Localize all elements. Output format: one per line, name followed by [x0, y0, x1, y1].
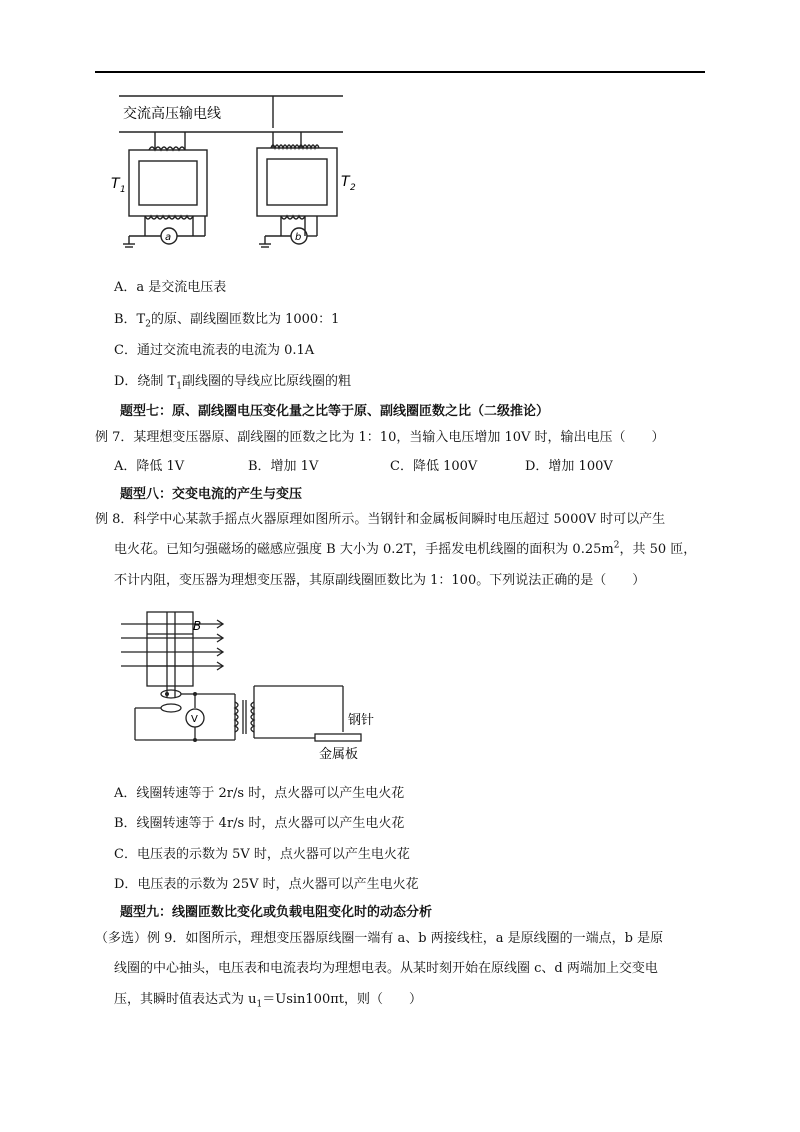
- q9-stem-line2: 线圈的中心抽头，电压表和电流表均为理想电表。从某时刻开始在原线圈 c、d 两端加上交变电: [114, 961, 658, 976]
- q7-option-d: D．增加 100V: [525, 459, 613, 474]
- svg-text:1: 1: [120, 185, 126, 195]
- t1-core: [129, 150, 207, 216]
- q8-option-b: B．线圈转速等于 4r/s 时，点火器可以产生电火花: [114, 816, 405, 831]
- meter-a-label: a: [165, 232, 172, 243]
- q8-option-a: A．线圈转速等于 2r/s 时，点火器可以产生电火花: [114, 786, 405, 801]
- q6-option-c: C．通过交流电流表的电流为 0.1A: [114, 343, 315, 358]
- q8-option-d: D．电压表的示数为 25V 时，点火器可以产生电火花: [114, 877, 419, 892]
- q9-stem-line1: （多选）例 9．如图所示，理想变压器原线圈一端有 a、b 两接线柱，a 是原线圈的一端点，b 是原: [95, 931, 664, 946]
- q8-stem-line1: 例 8．科学中心某款手摇点火器原理如图所示。当钢针和金属板间瞬时电压超过 5000V 时可以产生: [95, 512, 666, 527]
- q8-stem-line3: 不计内阻，变压器为理想变压器，其原副线圈匝数比为 1：100。下列说法正确的是（ ）: [114, 573, 646, 588]
- field-label-b: B: [193, 619, 202, 633]
- type9-heading: 题型九：线圈匝数比变化或负载电阻变化时的动态分析: [120, 905, 433, 920]
- type7-heading: 题型七：原、副线圈电压变化量之比等于原、副线圈匝数之比（二级推论）: [120, 404, 550, 419]
- q8-option-c: C．电压表的示数为 5V 时，点火器可以产生电火花: [114, 847, 410, 862]
- q7-option-a: A．降低 1V: [114, 459, 185, 474]
- t1-label: T: [111, 176, 120, 192]
- metal-plate: [315, 734, 361, 741]
- igniter-figure: [115, 608, 405, 768]
- q7-option-c: C．降低 100V: [390, 459, 478, 474]
- svg-text:2: 2: [350, 183, 356, 193]
- magnetic-field-arrows: [121, 620, 223, 670]
- q7-stem: 例 7．某理想变压器原、副线圈的匝数之比为 1：10，当输入电压增加 10V 时，输出电压（ ）: [95, 430, 665, 445]
- q7-option-b: B．增加 1V: [248, 459, 319, 474]
- plate-label: 金属板: [319, 747, 359, 762]
- q6-option-a: A．a 是交流电压表: [114, 280, 227, 295]
- t2-label: T: [341, 174, 350, 190]
- q9-stem-line3: 压，其瞬时值表达式为 $u_1=Usin100\pi t$，则（ ）: [114, 992, 422, 1010]
- q6-option-b: B．$T_2$的原、副线圈匝数比为 1000：1: [114, 312, 340, 330]
- q6-option-d: D．绕制 $T_1$副线圈的导线应比原线圈的粗: [114, 374, 351, 392]
- type8-heading: 题型八：交变电流的产生与变压: [120, 487, 303, 502]
- transformer-figure: [105, 88, 365, 258]
- meter-b-label: b: [295, 232, 302, 243]
- line-label: 交流高压输电线: [123, 106, 221, 122]
- q8-stem-line2: 电火花。已知匀强磁场的磁感应强度 B 大小为 0.2T，手摇发电机线圈的面积为 $0.25m^2$，共 50 匝，: [114, 540, 697, 557]
- needle-label: 钢针: [348, 713, 375, 728]
- header-rule: [95, 71, 705, 73]
- voltmeter-label: V: [191, 714, 198, 725]
- t2-core: [257, 148, 337, 216]
